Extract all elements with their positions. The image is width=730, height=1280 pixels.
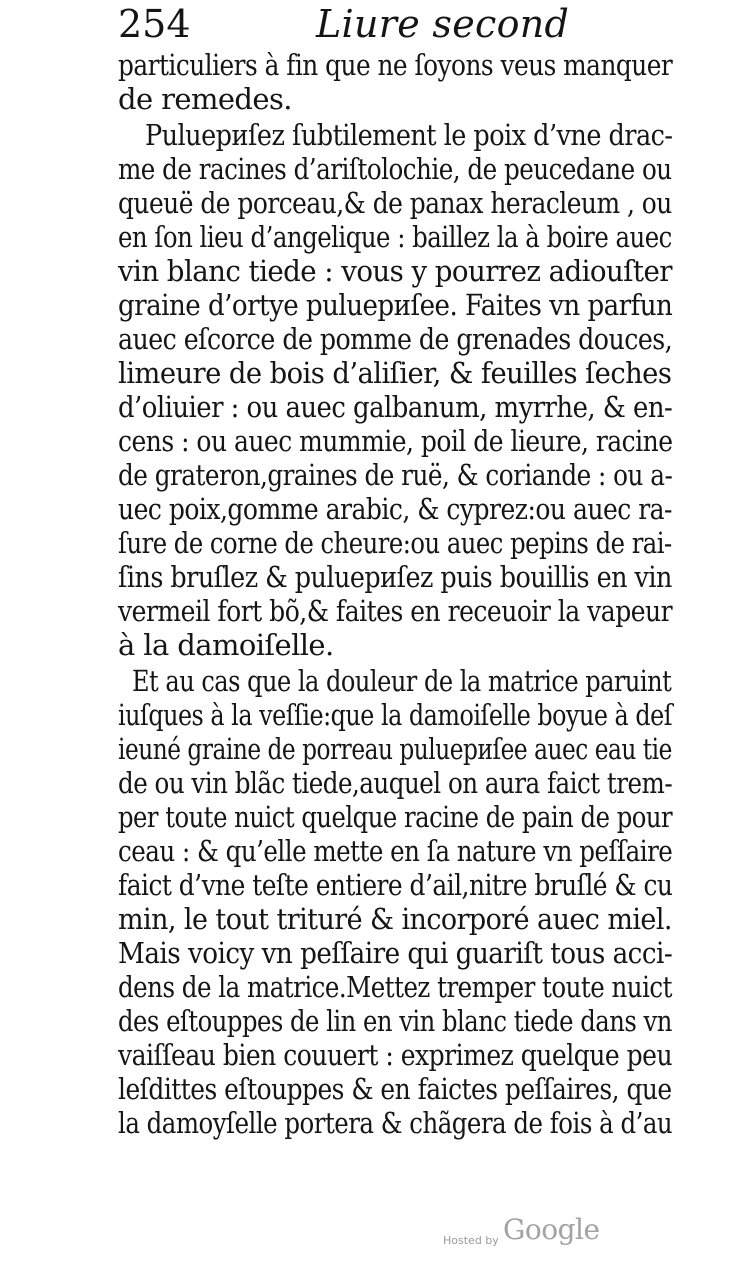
text-line: vin blanc tiede : vous y pourrez adiouſter xyxy=(118,254,672,288)
text-line: d’oliuier : ou auec galbanum, myrrhe, & en- xyxy=(118,390,673,424)
text-line: ſure de corne de cheure:ou auec pepins de rai- xyxy=(118,526,672,560)
text-line: ieuné graine de porreau puluериſee auec eau tie xyxy=(118,732,672,766)
text-line: Puluериſez ſubtilement le poix d’vne drac- xyxy=(145,118,673,152)
text-line: particuliers à fin que ne ſoyons veus manquer xyxy=(118,48,673,82)
text-line: ceau : & qu’elle mette en ſa nature vn peſſaire xyxy=(118,834,673,868)
text-line: vermeil fort bõ,& faites en receuoir la vapeur xyxy=(118,594,673,628)
text-line: leſdittes eſtouppes & en faictes peſſaires, que xyxy=(118,1072,672,1106)
text-line: des eſtouppes de lin en vin blanc tiede dans vn xyxy=(118,1004,672,1038)
text-line: uec poix,gomme arabic, & cyprez:ou auec ra- xyxy=(118,492,672,526)
text-line: vaiſſeau bien couuert : exprimez quelque peu xyxy=(118,1038,673,1072)
running-head: Liure second xyxy=(316,2,570,46)
text-line: me de racines d’ariſtolochie, de peucedane ou xyxy=(118,152,672,186)
text-line: en ſon lieu d’angelique : baillez la à boire auec xyxy=(118,220,672,254)
hosted-by-label: Hosted by xyxy=(443,1234,499,1247)
text-line: dens de la matrice.Mettez tremper toute nuict xyxy=(118,970,672,1004)
text-line: Mais voicy vn peſſaire qui guariſt tous acci- xyxy=(118,936,673,970)
google-logo: Google xyxy=(503,1213,600,1246)
text-line: min, le tout trituré & incorporé auec miel. xyxy=(118,902,672,936)
text-line: cens : ou auec mummie, poil de lieure, racine xyxy=(118,424,673,458)
text-line: de remedes. xyxy=(118,82,292,116)
text-line: queuë de porceau,& de panax heracleum , ou xyxy=(118,186,672,220)
text-line: à la damoiſelle. xyxy=(118,628,334,662)
text-line: la damoyſelle portera & chãgera de fois à d’au xyxy=(118,1106,673,1140)
page-header xyxy=(118,2,678,46)
text-line: graine d’ortye puluериſee. Faites vn parfun xyxy=(118,288,673,322)
text-line: de ou vin blãc tiede,auquel on aura faict trem- xyxy=(118,766,673,800)
page-number: 254 xyxy=(118,2,191,46)
text-line: auec eſcorce de pomme de grenades douces, xyxy=(118,322,673,356)
text-line: iuſques à la veſſie:que la damoiſelle boyue à deſ xyxy=(118,698,673,732)
text-line: per toute nuict quelque racine de pain de pour xyxy=(118,800,673,834)
text-line: ſins bruſlez & puluериſez puis bouillis en vin xyxy=(118,560,672,594)
text-line: faict d’vne teſte entiere d’ail,nitre bruſlé & cu xyxy=(118,868,673,902)
text-line: de grateron,graines de ruë, & coriande : ou a- xyxy=(118,458,673,492)
text-line: Et au cas que la douleur de la matrice paruint xyxy=(132,664,672,698)
text-line: limeure de bois d’aliſier, & feuilles ſeches xyxy=(118,356,672,390)
